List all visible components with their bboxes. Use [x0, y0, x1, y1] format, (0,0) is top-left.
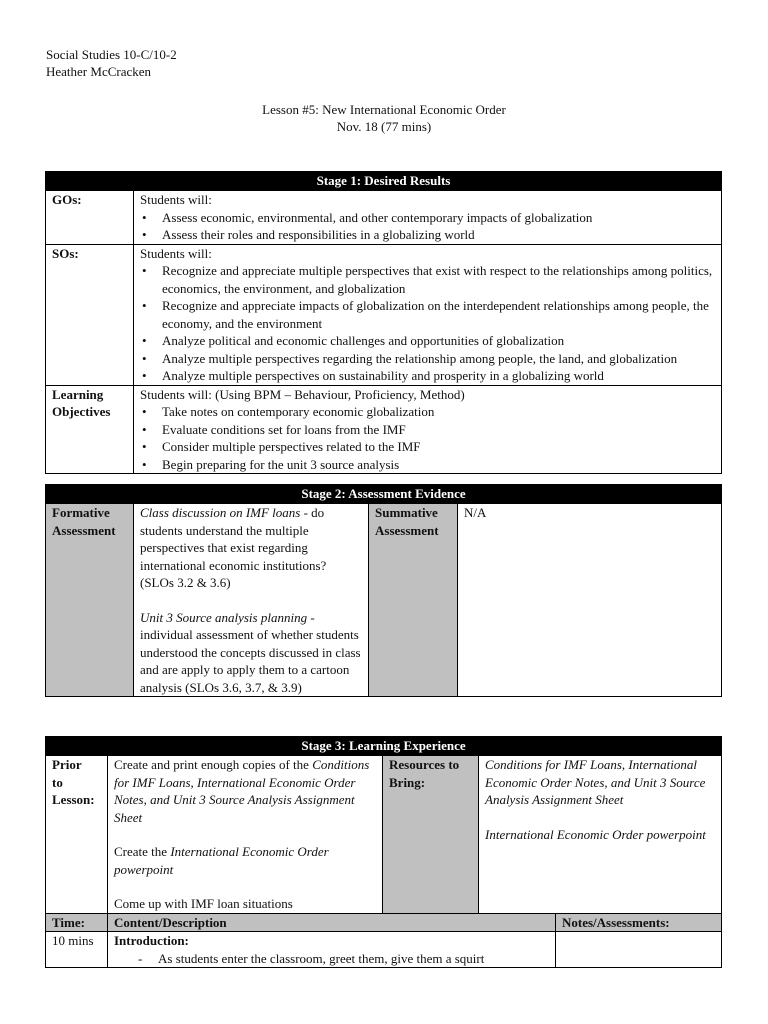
schedule-header-row	[46, 913, 722, 932]
table-row	[46, 932, 722, 968]
prior-task-powerpoint-text: Create the	[114, 844, 171, 859]
list-item: - As students enter the classroom, greet them, give them a squirt	[158, 950, 555, 968]
prior-label-line3: Lesson:	[52, 792, 95, 807]
prior-task-print-materials: Conditions for IMF Loans, International Economic Order Notes, and Unit 3 Source Analysis Assignment Sheet	[114, 757, 370, 825]
sos-row	[46, 244, 722, 385]
learning-objectives-list	[140, 403, 721, 473]
gos-intro: Students will:	[140, 192, 212, 207]
prior-task-print	[114, 756, 376, 826]
sos-label: SOs:	[46, 244, 134, 385]
prior-task-situations: Come up with IMF loan situations	[114, 896, 293, 911]
prior-lesson-content	[108, 756, 383, 914]
list-item: • Analyze political and economic challenges and opportunities of globalization	[162, 332, 721, 350]
list-item: • Take notes on contemporary economic globalization	[162, 403, 721, 421]
document-header	[46, 46, 177, 80]
formative-label-line1: Formative	[52, 505, 110, 520]
learning-objectives-label	[46, 385, 134, 474]
row-notes	[556, 932, 722, 968]
lesson-title: Lesson #5: New International Economic Order	[262, 102, 506, 117]
stage2-table	[45, 484, 722, 697]
row-time: 10 mins	[46, 932, 108, 968]
learning-objectives-row	[46, 385, 722, 474]
learning-objectives-label-line2: Objectives	[52, 404, 111, 419]
introduction-heading: Introduction:	[114, 933, 189, 948]
list-item: • Recognize and appreciate impacts of globalization on the interdependent relationships among people, the economy, and the environment	[162, 297, 721, 332]
prior-lesson-row	[46, 756, 722, 914]
gos-content	[134, 191, 722, 245]
formative-item-1	[140, 504, 362, 592]
resources-label-line2: Bring:	[389, 774, 426, 790]
lesson-date: Nov. 18 (77 mins)	[336, 119, 432, 134]
prior-task-powerpoint-title: International Economic Order powerpoint	[114, 844, 329, 877]
learning-objectives-intro: Students will: (Using BPM – Behaviour, Proficiency, Method)	[140, 386, 465, 402]
summative-content: N/A	[458, 504, 722, 697]
formative-label	[46, 504, 134, 697]
prior-lesson-label	[46, 756, 108, 914]
stage1-table	[45, 171, 722, 474]
learning-objectives-label-line1: Learning	[52, 386, 104, 402]
formative-item-2-text: - individual assessment of whether students understood the concepts discussed in class and are apply to apply them to a cartoon analysis (SLOs 3.6, 3.7, & 3.9)	[140, 609, 361, 695]
gos-label: GOs:	[46, 191, 134, 245]
summative-label-line1: Summative	[375, 505, 438, 520]
formative-item-2-title: Unit 3 Source analysis planning	[140, 609, 308, 625]
prior-label-line2: to	[52, 774, 63, 790]
resources-label	[383, 756, 479, 914]
gos-list	[140, 209, 721, 244]
prior-label-line1: Prior	[52, 757, 82, 772]
sos-content	[134, 244, 722, 385]
summative-label-line2: Assessment	[375, 522, 439, 538]
gos-row	[46, 191, 722, 245]
list-item: • Analyze multiple perspectives on sustainability and prosperity in a globalizing world	[162, 367, 721, 385]
stage1-heading: Stage 1: Desired Results	[46, 172, 722, 191]
resources-item-1: Conditions for IMF Loans, International Economic Order Notes, and Unit 3 Source Analysis Assignment Sheet	[485, 757, 706, 807]
course-name: Social Studies 10-C/10-2	[46, 47, 177, 62]
prior-task-powerpoint	[114, 843, 376, 878]
formative-content	[134, 504, 369, 697]
list-item: • Analyze multiple perspectives regarding the relationship among people, the land, and globalization	[162, 350, 721, 368]
stage2-heading: Stage 2: Assessment Evidence	[46, 485, 722, 504]
list-item: • Begin preparing for the unit 3 source analysis	[162, 456, 721, 474]
list-item: • Assess their roles and responsibilities in a globalizing world	[162, 226, 721, 244]
formative-label-line2: Assessment	[52, 522, 116, 538]
summative-label	[369, 504, 458, 697]
learning-objectives-content	[134, 385, 722, 474]
formative-item-1-title: Class discussion on IMF loans	[140, 505, 301, 520]
prior-task-print-text: Create and print enough copies of the	[114, 757, 313, 772]
resources-content	[479, 756, 722, 914]
list-item: • Evaluate conditions set for loans from the IMF	[162, 421, 721, 439]
stage3-table	[45, 736, 722, 968]
list-item: • Recognize and appreciate multiple perspectives that exist with respect to the relationships among politics, economics, the environment, and globalization	[162, 262, 721, 297]
sos-intro: Students will:	[140, 245, 212, 261]
stage3-heading: Stage 3: Learning Experience	[46, 737, 722, 756]
formative-item-2	[140, 609, 362, 697]
list-item: • Assess economic, environmental, and other contemporary impacts of globalization	[162, 209, 721, 227]
list-item: • Consider multiple perspectives related to the IMF	[162, 438, 721, 456]
notes-column-header: Notes/Assessments:	[556, 913, 722, 932]
assessment-row	[46, 504, 722, 697]
time-column-header: Time:	[46, 913, 108, 932]
resources-label-line1: Resources to	[389, 757, 460, 772]
formative-item-1-text: - do students understand the multiple perspectives that exist regarding international economic institutions? (SLOs 3.2 & 3.6)	[140, 505, 327, 590]
lesson-title-block	[0, 101, 768, 135]
row-content	[108, 932, 556, 968]
resources-item-2: International Economic Order powerpoint	[485, 826, 706, 842]
introduction-list	[114, 950, 555, 968]
content-column-header: Content/Description	[108, 913, 556, 932]
teacher-name: Heather McCracken	[46, 64, 152, 79]
sos-list	[140, 262, 721, 385]
